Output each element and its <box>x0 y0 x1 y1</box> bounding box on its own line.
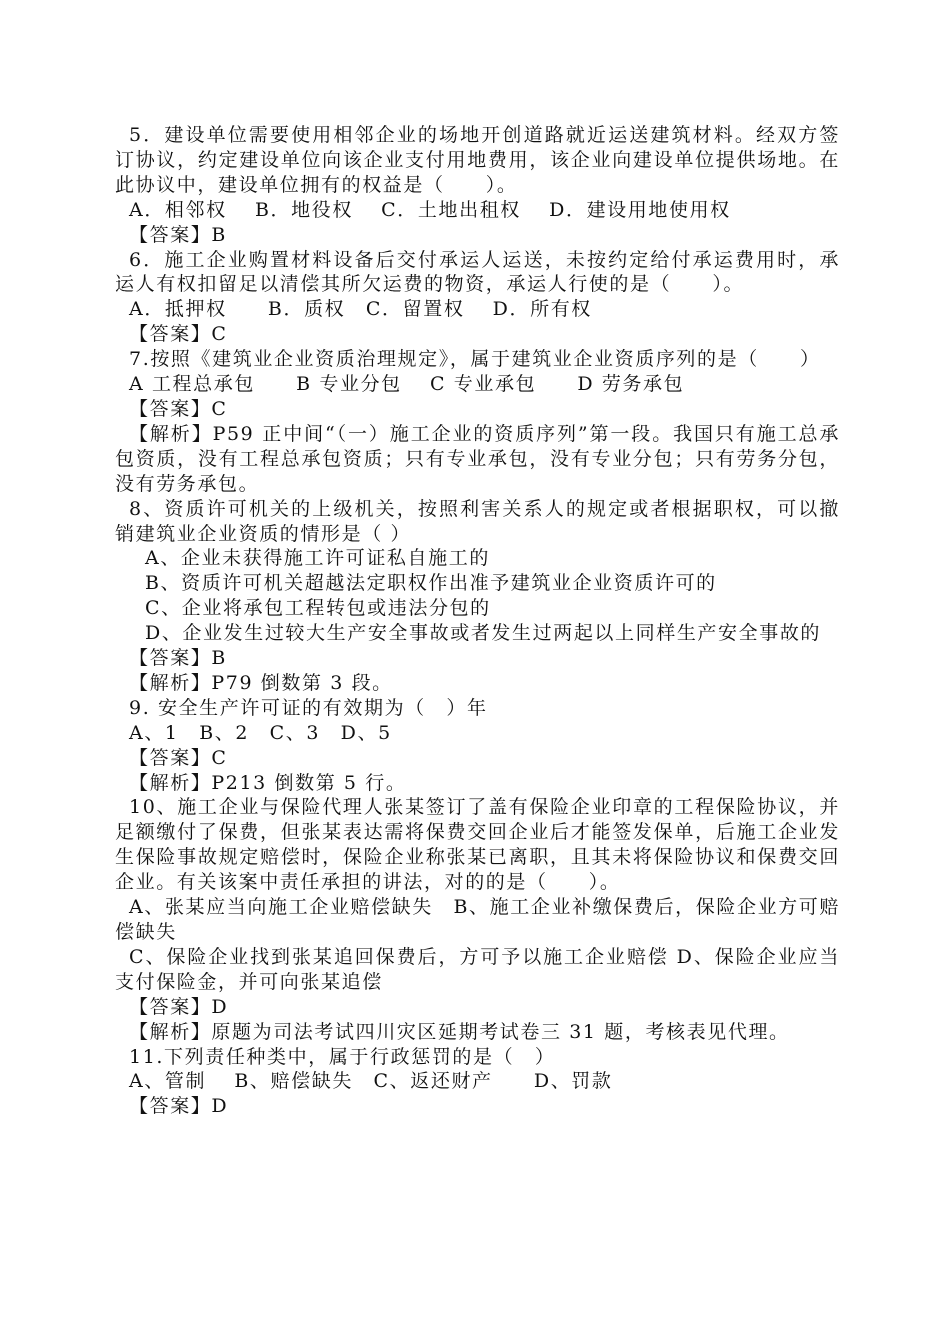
question-8-option-c: C、企业将承包工程转包或违法分包的 <box>145 597 491 620</box>
question-10-options-cd: C、保险企业找到张某追回保费后，方可予以施工企业赔偿 D、保险企业应当支付保险金，并可向张某追偿 <box>115 945 840 993</box>
question-11-answer: 【答案】D <box>129 1095 229 1118</box>
question-7-analysis: 【解析】P59 正中间“（一）施工企业的资质序列”第一段。我国只有施工总承包资质，没有工程总承包资质；只有专业承包，没有专业分包；只有劳务分包，没有劳务承包。 <box>115 422 840 495</box>
question-6-options: A．抵押权 B．质权 C．留置权 D．所有权 <box>129 298 592 321</box>
question-6-answer: 【答案】C <box>129 323 228 346</box>
question-8-option-a: A、企业未获得施工许可证私自施工的 <box>145 547 490 570</box>
question-9: 9. 安全生产许可证的有效期为（ ）年 <box>129 696 488 719</box>
question-5-answer: 【答案】B <box>129 223 227 246</box>
question-7-answer: 【答案】C <box>129 397 228 420</box>
question-8-option-b: B、资质许可机关超越法定职权作出准予建筑业企业资质许可的 <box>145 572 717 595</box>
question-8-analysis: 【解析】P79 倒数第 3 段。 <box>129 671 393 694</box>
question-9-analysis: 【解析】P213 倒数第 5 行。 <box>129 771 407 794</box>
question-11-options: A、管制 B、赔偿缺失 C、返还财产 D、罚款 <box>129 1070 613 1093</box>
question-10: 10、施工企业与保险代理人张某签订了盖有保险企业印章的工程保险协议，并足额缴付了保费，但张某表达需将保费交回企业后才能签发保单，后施工企业发生保险事故规定赔偿时，保险企业称张某已离职，且其未将保险协议和保费交回企业。有关该案中责任承担的讲法，对的的是（ ）。 <box>115 796 840 894</box>
question-8: 8、资质许可机关的上级机关，按照利害关系人的规定或者根据职权，可以撤销建筑业企业资质的情形是（ ） <box>115 497 840 545</box>
question-9-options: A、1 B、2 C、3 D、5 <box>129 721 392 744</box>
document-page <box>115 123 840 1119</box>
question-10-analysis: 【解析】原题为司法考试四川灾区延期考试卷三 31 题，考核表见代理。 <box>129 1020 790 1043</box>
question-7-options: A 工程总承包 B 专业分包 C 专业承包 D 劳务承包 <box>129 373 685 396</box>
question-5: 5．建设单位需要使用相邻企业的场地开创道路就近运送建筑材料。经双方签订协议，约定建设单位向该企业支付用地费用，该企业向建设单位提供场地。在此协议中，建设单位拥有的权益是（ ）。 <box>115 124 840 196</box>
question-11: 11.下列责任种类中，属于行政惩罚的是（ ） <box>129 1045 556 1068</box>
question-7: 7.按照《建筑业企业资质治理规定》，属于建筑业企业资质序列的是（ ） <box>129 348 821 371</box>
question-8-answer: 【答案】B <box>129 647 227 670</box>
question-10-options-ab: A、张某应当向施工企业赔偿缺失 B、施工企业补缴保费后，保险企业方可赔偿缺失 <box>115 896 840 943</box>
question-10-answer: 【答案】D <box>129 995 229 1018</box>
question-6: 6．施工企业购置材料设备后交付承运人运送，未按约定给付承运费用时，承运人有权扣留足以清偿其所欠运费的物资，承运人行使的是（ ）。 <box>115 248 840 296</box>
question-9-answer: 【答案】C <box>129 746 228 769</box>
question-8-option-d: D、企业发生过较大生产安全事故或者发生过两起以上同样生产安全事故的 <box>145 622 822 645</box>
question-5-options: A．相邻权 B．地役权 C．土地出租权 D．建设用地使用权 <box>129 198 731 221</box>
